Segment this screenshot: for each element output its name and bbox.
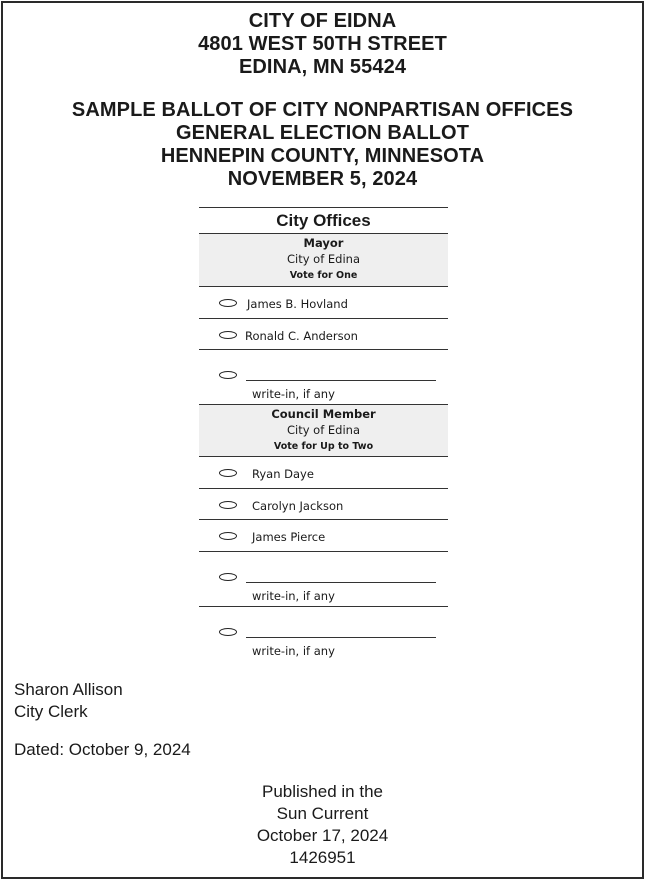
vote-instruction: Vote for One (289, 270, 358, 281)
vote-oval[interactable] (219, 573, 237, 581)
sample-ballot (199, 207, 448, 662)
write-in-hint: write-in, if any (252, 643, 335, 658)
street-address: 4801 WEST 50TH STREET (198, 33, 447, 55)
publication-notice (0, 781, 645, 869)
write-in-hint: write-in, if any (252, 588, 335, 603)
clerk-signature (14, 679, 123, 723)
office-name: Mayor (303, 236, 344, 250)
vote-oval[interactable] (219, 371, 237, 379)
candidate-name: Ryan Daye (252, 467, 314, 481)
write-in-row[interactable] (199, 552, 448, 607)
write-in-line[interactable] (246, 582, 436, 583)
dated-line: Dated: October 9, 2024 (14, 740, 191, 759)
candidate-name: Ronald C. Anderson (245, 328, 358, 343)
candidate-row[interactable] (199, 520, 448, 552)
candidate-row[interactable] (199, 489, 448, 521)
vote-oval[interactable] (219, 532, 237, 540)
ballot-title-line1: SAMPLE BALLOT OF CITY NONPARTISAN OFFICES (71, 99, 574, 121)
candidate-name: Carolyn Jackson (252, 498, 344, 513)
candidate-row[interactable] (199, 457, 448, 489)
candidate-name: James B. Hovland (247, 297, 348, 311)
write-in-row[interactable] (199, 607, 448, 662)
clerk-title: City Clerk (14, 702, 88, 721)
vote-oval[interactable] (219, 469, 237, 477)
city-address-header (0, 10, 645, 79)
write-in-line[interactable] (246, 637, 436, 638)
ballot-title-line3: HENNEPIN COUNTY, MINNESOTA (160, 145, 485, 167)
newspaper-name: Sun Current (276, 804, 369, 823)
vote-instruction: Vote for Up to Two (273, 441, 374, 452)
ballot-title-block (0, 99, 645, 191)
ballot-title-line2: GENERAL ELECTION BALLOT (175, 122, 470, 144)
vote-oval[interactable] (219, 299, 237, 307)
published-line1: Published in the (262, 782, 383, 801)
ballot-section-title: City Offices (199, 207, 448, 234)
vote-oval[interactable] (219, 331, 237, 339)
office-jurisdiction: City of Edina (286, 423, 361, 437)
publication-id: 1426951 (289, 848, 356, 867)
candidate-row[interactable] (199, 287, 448, 319)
clerk-name: Sharon Allison (14, 680, 123, 699)
election-date: NOVEMBER 5, 2024 (227, 168, 418, 190)
office-header-council-member (199, 404, 448, 457)
city-name: CITY OF EIDNA (248, 10, 397, 32)
vote-oval[interactable] (219, 501, 237, 509)
write-in-hint: write-in, if any (252, 387, 335, 401)
write-in-line[interactable] (246, 380, 436, 381)
office-header-mayor (199, 234, 448, 287)
write-in-row[interactable] (199, 350, 448, 404)
office-name: Council Member (271, 407, 376, 421)
office-jurisdiction: City of Edina (286, 252, 361, 266)
city-state-zip: EDINA, MN 55424 (238, 56, 407, 78)
publication-date: October 17, 2024 (256, 826, 389, 845)
vote-oval[interactable] (219, 628, 237, 636)
candidate-name: James Pierce (252, 530, 326, 544)
candidate-row[interactable] (199, 319, 448, 351)
